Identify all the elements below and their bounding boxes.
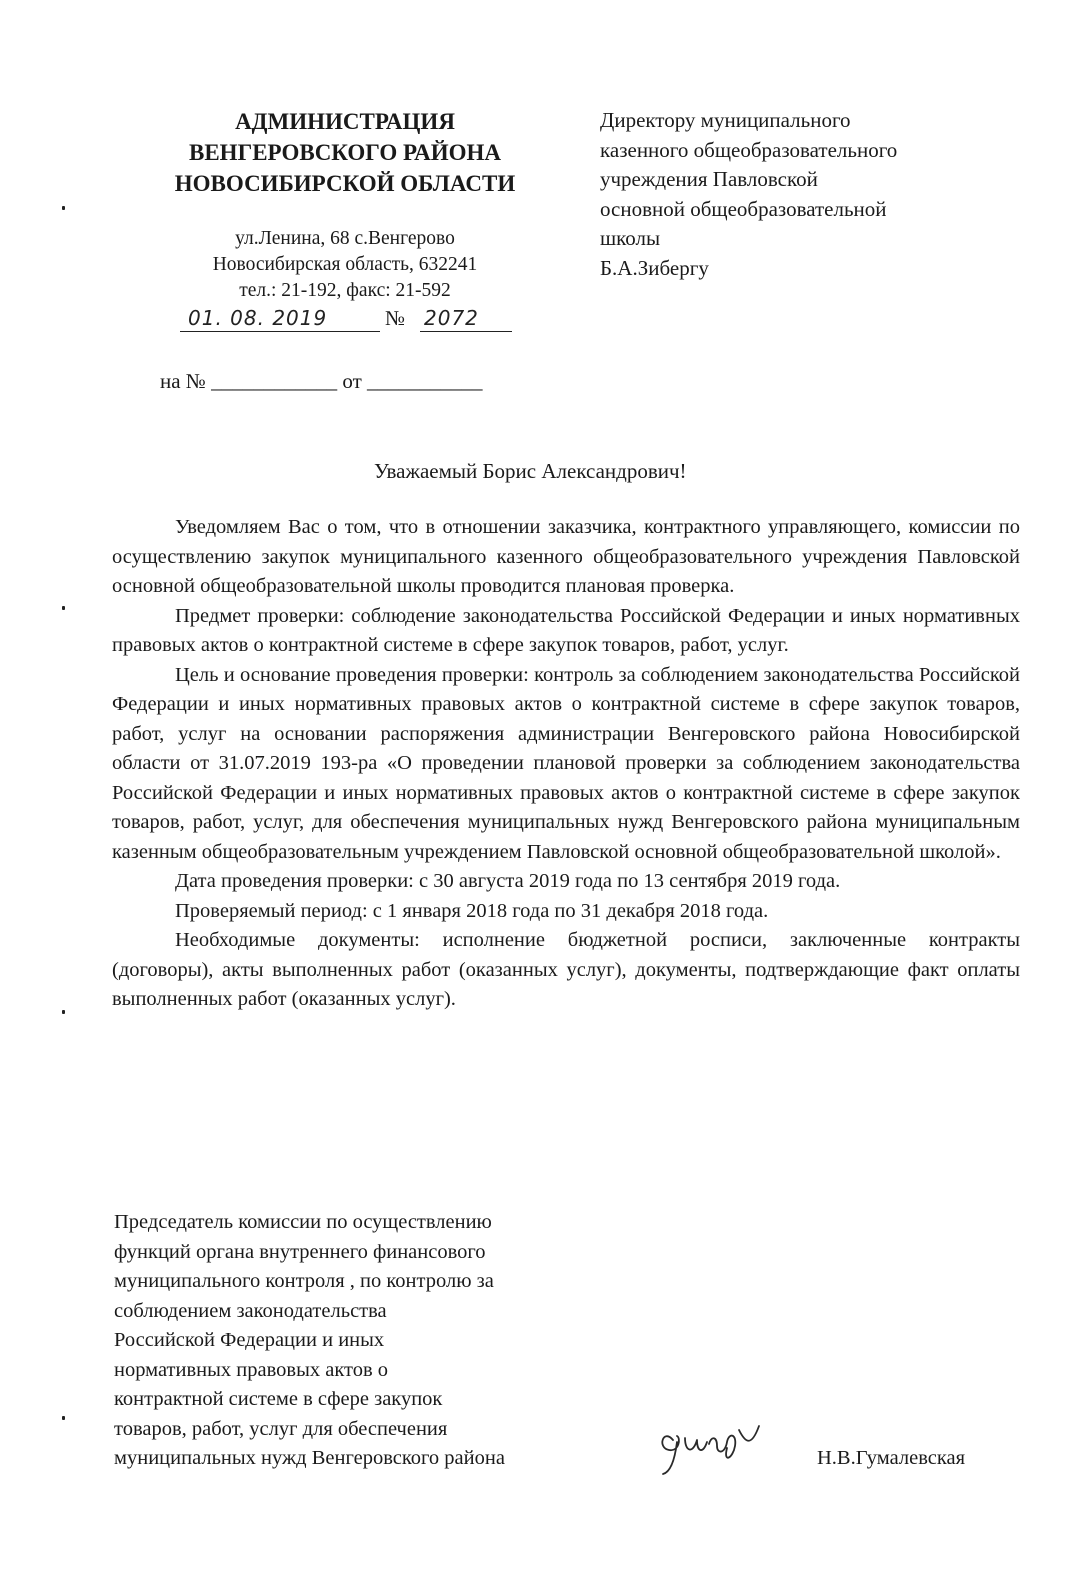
position-line: муниципального контроля , по контролю за xyxy=(114,1270,494,1292)
scan-speck xyxy=(62,1010,65,1014)
address-line-1: ул.Ленина, 68 с.Венгерово xyxy=(235,228,455,249)
org-line-3: НОВОСИБИРСКОЙ ОБЛАСТИ xyxy=(174,171,516,196)
registration-number: 2072 xyxy=(424,306,479,330)
sender-address xyxy=(145,226,545,304)
address-line-3: тел.: 21-192, факс: 21-592 xyxy=(239,280,451,301)
position-line: контрактной системе в сфере закупок xyxy=(114,1388,443,1410)
reference-line: на № ____________ от ___________ xyxy=(160,369,483,393)
handwritten-signature xyxy=(655,1418,775,1478)
org-line-1: АДМИНИСТРАЦИЯ xyxy=(235,109,455,134)
position-line: муниципальных нужд Венгеровского района xyxy=(114,1447,505,1469)
registration-number-label: № xyxy=(385,306,406,330)
body-paragraph: Цель и основание проведения проверки: контроль за соблюдением законодательства Российской Федерации и иных нормативных правовых актов о контрактной системе в сфере закупок товаров, работ, услуг на основании распоряжения администрации Венгеровского района Новосибирской области от 31.07.2019 193-ра «О проведении плановой проверки за соблюдением законодательства Российской Федерации и иных нормативных правовых актов о контрактной системе в сфере закупок товаров, работ, услуг, для обеспечения муниципальных нужд Венгеровского района муниципальным казенным общеобразовательным учреждением Павловской основной общеобразовательной школой». xyxy=(112,663,1020,863)
org-line-2: ВЕНГЕРОВСКОГО РАЙОНА xyxy=(189,140,501,165)
position-line: Российской Федерации и иных xyxy=(114,1329,385,1351)
recipient-line-3: учреждения Павловской xyxy=(600,167,818,191)
date-underline xyxy=(180,331,380,332)
body-paragraph: Уведомляем Вас о том, что в отношении заказчика, контрактного управляющего, комиссии по осуществлению закупок муниципального казенного общеобразовательного учреждения Павловской основной общеобразовательной школы проводится плановая проверка. xyxy=(112,516,1020,597)
position-line: функций органа внутреннего финансового xyxy=(114,1240,486,1263)
scan-speck xyxy=(62,606,65,610)
recipient-line-1: Директору муниципального xyxy=(600,108,851,132)
sender-organization xyxy=(120,106,570,199)
body-paragraph: Дата проведения проверки: с 30 августа 2019 года по 13 сентября 2019 года. xyxy=(175,870,841,892)
recipient-line-6: Б.А.Зибергу xyxy=(600,255,709,280)
position-line: Председатель комиссии по осуществлению xyxy=(114,1211,492,1233)
recipient-line-4: основной общеобразовательной xyxy=(600,196,887,221)
recipient-line-2: казенного общеобразовательного xyxy=(600,137,898,162)
position-line: соблюдением законодательства xyxy=(114,1299,387,1322)
registration-date: 01. 08. 2019 xyxy=(188,306,328,330)
salutation: Уважаемый Борис Александрович! xyxy=(374,459,687,483)
scan-speck xyxy=(62,206,65,210)
recipient-block xyxy=(600,106,1020,283)
scan-speck xyxy=(62,1416,65,1420)
address-line-2: Новосибирская область, 632241 xyxy=(212,254,478,275)
signatory-position xyxy=(114,1208,614,1474)
signatory-name: Н.В.Гумалевская xyxy=(817,1447,966,1469)
body-paragraph: Необходимые документы: исполнение бюджетной росписи, заключенные контракты (договоры), акты выполненных работ (оказанных услуг), документы, подтверждающие факт оплаты выполненных работ (оказанных услуг). xyxy=(112,929,1020,1010)
body-paragraph: Предмет проверки: соблюдение законодательства Российской Федерации и иных нормативных правовых актов о контрактной системе в сфере закупок товаров, работ, услуг. xyxy=(112,604,1020,656)
position-line: нормативных правовых актов о xyxy=(114,1358,389,1381)
body-paragraph: Проверяемый период: с 1 января 2018 года по 31 декабря 2018 года. xyxy=(175,899,769,922)
letter-body xyxy=(112,513,1020,1015)
recipient-line-5: школы xyxy=(600,226,661,250)
position-line: товаров, работ, услуг для обеспечения xyxy=(114,1417,448,1440)
number-underline xyxy=(420,331,512,332)
